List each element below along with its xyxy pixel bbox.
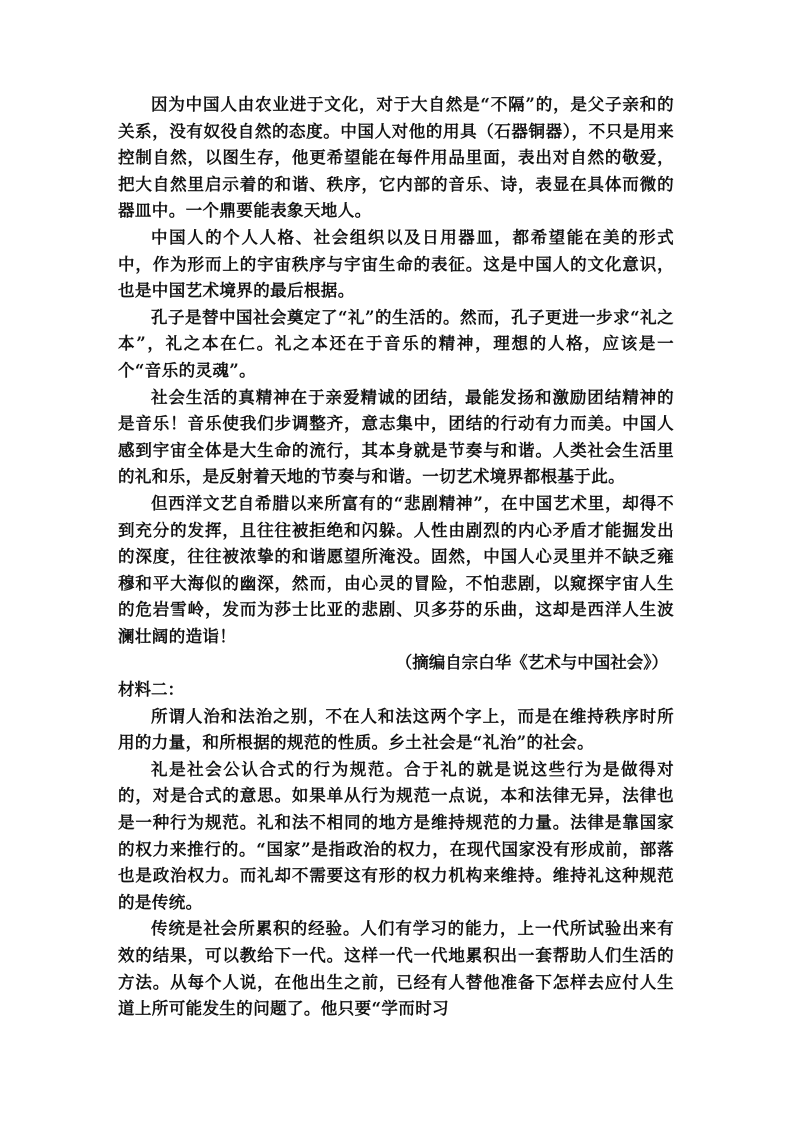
paragraph-1: 因为中国人由农业进于文化，对于大自然是“不隔”的，是父子亲和的关系，没有奴役自然的态度。中国人对他的用具（石器铜器），不只是用来控制自然，以图生存，他更希望能在每件用品里面，表出对自然的敬爱，把大自然里启示着的和谐、秩序，它内部的音乐、诗，表显在具体而微的器皿中。一个鼎要能表象天地人。 (118, 95, 674, 221)
paragraph-6: 所谓人治和法治之别，不在人和法这两个字上，而是在维持秩序时所用的力量，和所根据的规范的性质。乡土社会是“礼治”的社会。 (118, 706, 674, 753)
paragraph-8: 传统是社会所累积的经验。人们有学习的能力，上一代所试验出来有效的结果，可以教给下一代。这样一代一代地累积出一套帮助人们生活的方法。从每个人说，在他出生之前，已经有人替他准备下怎样去应付人生道上所可能发生的问题了。他只要“学而时习 (118, 919, 674, 1019)
paragraph-4: 社会生活的真精神在于亲爱精诚的团结，最能发扬和激励团结精神的是音乐！音乐使我们步调整齐，意志集中，团结的行动有力而美。中国人感到宇宙全体是大生命的流行，其本身就是节奏与和谐。人类社会生活里的礼和乐，是反射着天地的节奏与和谐。一切艺术境界都根基于此。 (118, 387, 674, 487)
paragraph-7: 礼是社会公认合式的行为规范。合于礼的就是说这些行为是做得对的，对是合式的意思。如果单从行为规范一点说，本和法律无异，法律也是一种行为规范。礼和法不相同的地方是维持规范的力量。法律是靠国家的权力来推行的。“国家”是指政治的权力，在现代国家没有形成前，部落也是政治权力。而礼却不需要这有形的权力机构来维持。维持礼这种规范的是传统。 (118, 759, 674, 912)
paragraph-3: 孔子是替中国社会奠定了“礼”的生活的。然而，孔子更进一步求“礼之本”，礼之本在仁。礼之本还在于音乐的精神，理想的人格，应该是一个“音乐的灵魂”。 (118, 307, 674, 380)
document-page (118, 92, 674, 1023)
paragraph-2: 中国人的个人人格、社会组织以及日用器皿，都希望能在美的形式中，作为形而上的宇宙秩序与宇宙生命的表征。这是中国人的文化意识，也是中国艺术境界的最后根据。 (118, 227, 674, 301)
source-citation: （摘编自宗白华《艺术与中国社会》） (395, 653, 668, 673)
section-heading-material-two: 材料二： (118, 680, 184, 700)
paragraph-5: 但西洋文艺自希腊以来所富有的“悲剧精神”，在中国艺术里，却得不到充分的发挥，且往往被拒绝和闪躲。人性由剧烈的内心矛盾才能掘发出的深度，往往被浓挚的和谐愿望所淹没。固然，中国人心灵里并不缺乏雍穆和平大海似的幽深，然而，由心灵的冒险，不怕悲剧，以窥探宇宙人生的危岩雪岭，发而为莎士比亚的悲剧、贝多芬的乐曲，这却是西洋人生波澜壮阔的造诣！ (118, 493, 674, 646)
